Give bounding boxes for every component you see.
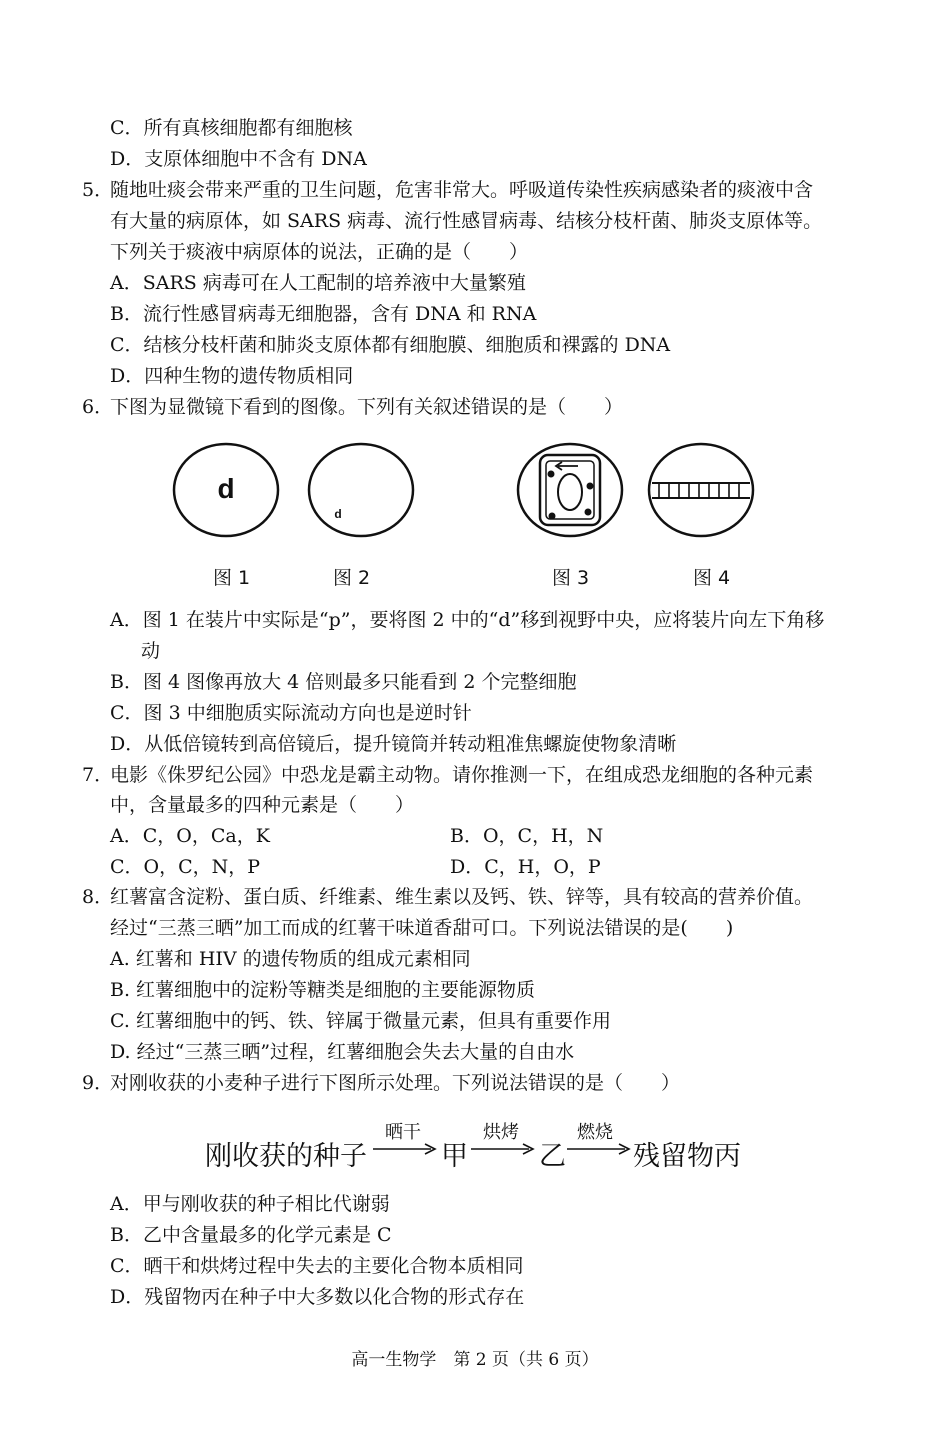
fig2-caption: 图 2 [333, 567, 371, 589]
flow-step1-label: 晒干 [385, 1122, 421, 1143]
q6-option-a-line2: 动 [141, 640, 161, 662]
q7-option-a: A．C，O，Ca，K [110, 825, 270, 847]
q8-stem-line2: 经过“三蒸三晒”加工而成的红薯干味道香甜可口。下列说法错误的是( ) [110, 917, 734, 939]
fig3-cell [540, 455, 600, 525]
prev-option-d: D．支原体细胞中不含有 DNA [110, 148, 367, 170]
q5-option-b: B．流行性感冒病毒无细胞器，含有 DNA 和 RNA [110, 303, 537, 325]
q7-number: 7． [82, 764, 114, 786]
q6-option-d: D．从低倍镜转到高倍镜后，提升镜筒并转动粗准焦螺旋使物象清晰 [110, 733, 677, 755]
page-footer: 高一生物学 第 2 页（共 6 页） [351, 1350, 599, 1370]
flow-step2-label: 烘烤 [483, 1122, 519, 1143]
q5-option-a: A．SARS 病毒可在人工配制的培养液中大量繁殖 [110, 272, 526, 294]
q9-stem: 对刚收获的小麦种子进行下图所示处理。下列说法错误的是（ ） [110, 1072, 681, 1094]
q6-stem: 下图为显微镜下看到的图像。下列有关叙述错误的是（ ） [110, 396, 624, 418]
q7-option-d: D．C，H，O，P [450, 856, 601, 878]
flow-step3-label: 燃烧 [577, 1122, 613, 1143]
q7-option-b: B．O，C，H，N [450, 825, 604, 847]
q9-option-b: B．乙中含量最多的化学元素是 C [110, 1224, 392, 1246]
q6-option-a-line1: A．图 1 在装片中实际是“p”，要将图 2 中的“d”移到视野中央，应将装片向左下角移 [110, 609, 825, 631]
fig2-letter: d [334, 507, 342, 521]
q7-stem-line1: 电影《侏罗纪公园》中恐龙是霸主动物。请你推测一下，在组成恐龙细胞的各种元素 [110, 764, 814, 786]
flow-yi: 乙 [539, 1141, 566, 1172]
q8-number: 8． [82, 886, 114, 908]
flow-arrow-1 [373, 1142, 437, 1156]
q8-option-a: A. 红薯和 HIV 的遗传物质的组成元素相同 [110, 948, 471, 970]
fig3-caption: 图 3 [552, 567, 590, 589]
q6-number: 6． [82, 396, 114, 418]
flow-arrow-2 [471, 1142, 535, 1156]
prev-option-c: C．所有真核细胞都有细胞核 [110, 117, 353, 139]
fig1-caption: 图 1 [213, 567, 251, 589]
q9-option-d: D．残留物丙在种子中大多数以化合物的形式存在 [110, 1286, 525, 1308]
q6-figures [160, 440, 780, 550]
flow-arrow-3 [567, 1142, 631, 1156]
q8-option-b: B. 红薯细胞中的淀粉等糖类是细胞的主要能源物质 [110, 979, 536, 1001]
q8-option-c: C. 红薯细胞中的钙、铁、锌属于微量元素，但具有重要作用 [110, 1010, 611, 1032]
fig4-cell-row [652, 483, 750, 498]
q6-option-b: B．图 4 图像再放大 4 倍则最多只能看到 2 个完整细胞 [110, 671, 577, 693]
fig2-field-of-view [309, 444, 413, 536]
flow-jia: 甲 [441, 1141, 468, 1172]
q5-number: 5． [82, 179, 114, 201]
q5-stem-line3: 下列关于痰液中病原体的说法，正确的是（ ） [110, 241, 529, 263]
flow-end: 残留物丙 [633, 1141, 741, 1172]
q7-stem-line2: 中，含量最多的四种元素是（ ） [110, 794, 415, 816]
q5-option-d: D．四种生物的遗传物质相同 [110, 365, 354, 387]
fig1-letter: d [217, 473, 235, 504]
fig4-field-of-view [649, 444, 753, 536]
fig4-caption: 图 4 [693, 567, 731, 589]
q6-option-c: C．图 3 中细胞质实际流动方向也是逆时针 [110, 702, 472, 724]
q5-stem-line2: 有大量的病原体，如 SARS 病毒、流行性感冒病毒、结核分枝杆菌、肺炎支原体等。 [110, 210, 823, 232]
q9-option-c: C．晒干和烘烤过程中失去的主要化合物本质相同 [110, 1255, 524, 1277]
flow-start: 刚收获的种子 [205, 1141, 367, 1172]
q5-option-c: C．结核分枝杆菌和肺炎支原体都有细胞膜、细胞质和裸露的 DNA [110, 334, 671, 356]
q8-option-d: D. 经过“三蒸三晒”过程，红薯细胞会失去大量的自由水 [110, 1041, 575, 1063]
q9-option-a: A．甲与刚收获的种子相比代谢弱 [110, 1193, 390, 1215]
q7-option-c: C．O，C，N，P [110, 856, 261, 878]
q9-number: 9． [82, 1072, 114, 1094]
q5-stem-line1: 随地吐痰会带来严重的卫生问题，危害非常大。呼吸道传染性疾病感染者的痰液中含 [110, 179, 814, 201]
q8-stem-line1: 红薯富含淀粉、蛋白质、纤维素、维生素以及钙、铁、锌等，具有较高的营养价值。 [110, 886, 814, 908]
fig3-field-of-view [518, 444, 622, 536]
